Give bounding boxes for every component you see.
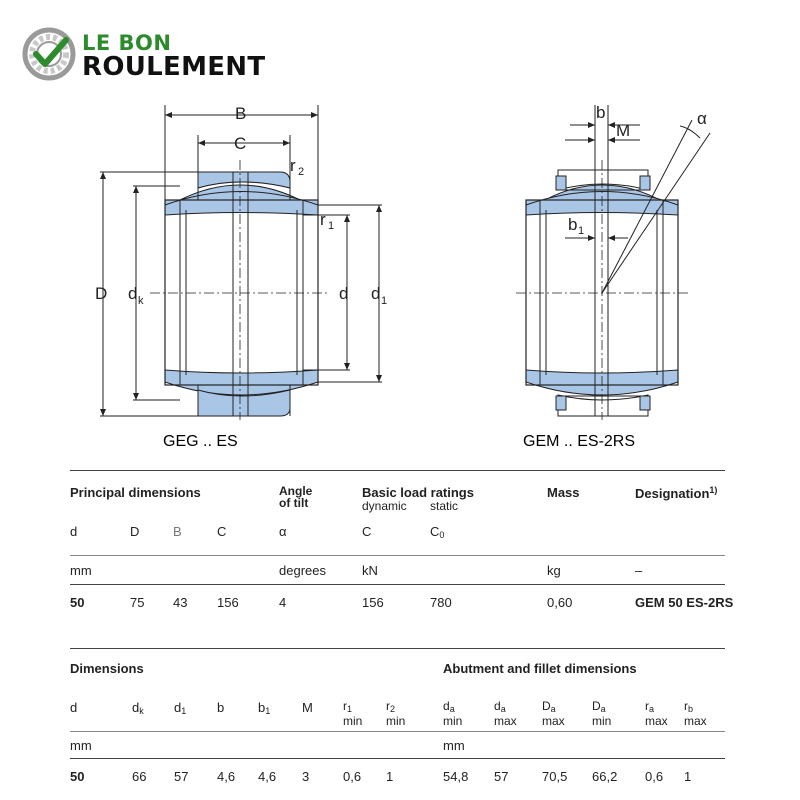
svg-text:d: d [128,284,138,303]
svg-text:1: 1 [578,225,585,237]
unit-degrees: degrees [279,563,326,578]
svg-text:C: C [234,134,247,153]
t2-symbol-b: b [217,700,225,715]
t2-symbol-rb-max: rb max [684,699,707,728]
unit-kn: kN [362,563,378,578]
t2-symbol-d1: d1 [174,700,187,716]
t2-value-M: 3 [302,769,310,784]
t2-symbol-r1-min: r1 min [343,699,363,728]
t2-value-da-max: 57 [494,769,509,784]
symbol-d: d [70,524,78,539]
value-C0: 780 [430,595,452,610]
svg-text:d: d [339,284,349,303]
t2-symbol-da-max: da max [494,699,517,728]
right-drawing-caption: GEM .. ES-2RS [523,433,636,450]
t2-value-d1: 57 [174,769,189,784]
value-d: 50 [70,595,85,610]
value-designation: GEM 50 ES-2RS [635,595,734,610]
svg-text:1: 1 [381,295,388,307]
value-C: 156 [217,595,239,610]
symbol-B: B [173,524,182,539]
brand-name-line1: LE BON [82,31,172,55]
t2-symbol-da-min: da min [443,699,463,728]
unit-dash: – [635,563,643,578]
svg-text:B: B [235,104,247,123]
dynamic-label: dynamic [362,499,407,513]
t2-value-da-min: 54,8 [443,769,469,784]
abutment-header: Abutment and fillet dimensions [443,661,637,676]
t2-value-b: 4,6 [217,769,236,784]
table1-top-rule [70,470,725,471]
brand-logo [22,27,82,87]
unit-mm: mm [70,563,92,578]
symbol-C-dynamic: C [362,524,372,539]
basic-load-ratings-header: Basic load ratings [362,485,474,500]
t2-value-b1: 4,6 [258,769,277,784]
symbol-C0: C0 [430,524,445,540]
t2-symbol-d: d [70,700,78,715]
left-bearing-drawing [95,104,387,420]
t2-symbol-ra-max: ra max [645,699,668,728]
t2-symbol-Da-max: Da max [542,699,565,728]
svg-text:b: b [596,103,606,122]
svg-text:2: 2 [298,166,305,178]
symbol-C: C [217,524,227,539]
t2-value-d: 50 [70,769,85,784]
table2-top-rule [70,648,725,649]
t2-value-r1: 0,6 [343,769,362,784]
table2-mid-rule [70,731,725,732]
value-B: 43 [173,595,188,610]
value-alpha: 4 [279,595,287,610]
principal-dimensions-header: Principal dimensions [70,485,201,500]
t2-symbol-r2-min: r2 min [386,699,406,728]
value-D: 75 [130,595,145,610]
t2-value-ra: 0,6 [645,769,664,784]
dimensions-header: Dimensions [70,661,144,676]
t2-symbol-M: M [302,700,313,715]
value-C-dynamic: 156 [362,595,384,610]
angle-of-tilt-header: Angle of tilt [279,484,313,510]
symbol-alpha: α [279,524,287,539]
t2-value-Da-max: 70,5 [542,769,568,784]
right-bearing-drawing [516,103,710,420]
t2-symbol-b1: b1 [258,700,271,716]
svg-text:1: 1 [328,220,335,232]
left-drawing-caption: GEG .. ES [163,433,238,450]
t2-symbol-Da-min: Da min [592,699,612,728]
svg-text:D: D [95,284,108,303]
svg-text:α: α [697,109,707,128]
t2-value-Da-min: 66,2 [592,769,618,784]
t2-value-r2: 1 [386,769,394,784]
table2-data-rule [70,758,725,759]
unit-kg: kg [547,563,561,578]
static-label: static [430,499,459,513]
brand-name-line2: ROULEMENT [82,52,266,82]
svg-text:r: r [320,210,326,229]
table1-data-rule [70,584,725,585]
t2-value-dk: 66 [132,769,147,784]
t2-unit-mm-right: mm [443,738,465,753]
technical-drawings [0,95,800,465]
value-mass: 0,60 [547,595,573,610]
svg-text:M: M [616,121,631,140]
t2-symbol-dk: dk [132,700,144,716]
svg-text:d: d [371,284,381,303]
svg-text:b: b [568,215,578,234]
designation-header: Designation$^{1)}$ [635,485,718,501]
svg-text:k: k [138,295,144,307]
svg-text:r: r [290,156,296,175]
t2-unit-mm-left: mm [70,738,92,753]
symbol-D: D [130,524,140,539]
table1-mid-rule [70,555,725,556]
mass-header: Mass [547,485,580,500]
t2-value-rb: 1 [684,769,692,784]
